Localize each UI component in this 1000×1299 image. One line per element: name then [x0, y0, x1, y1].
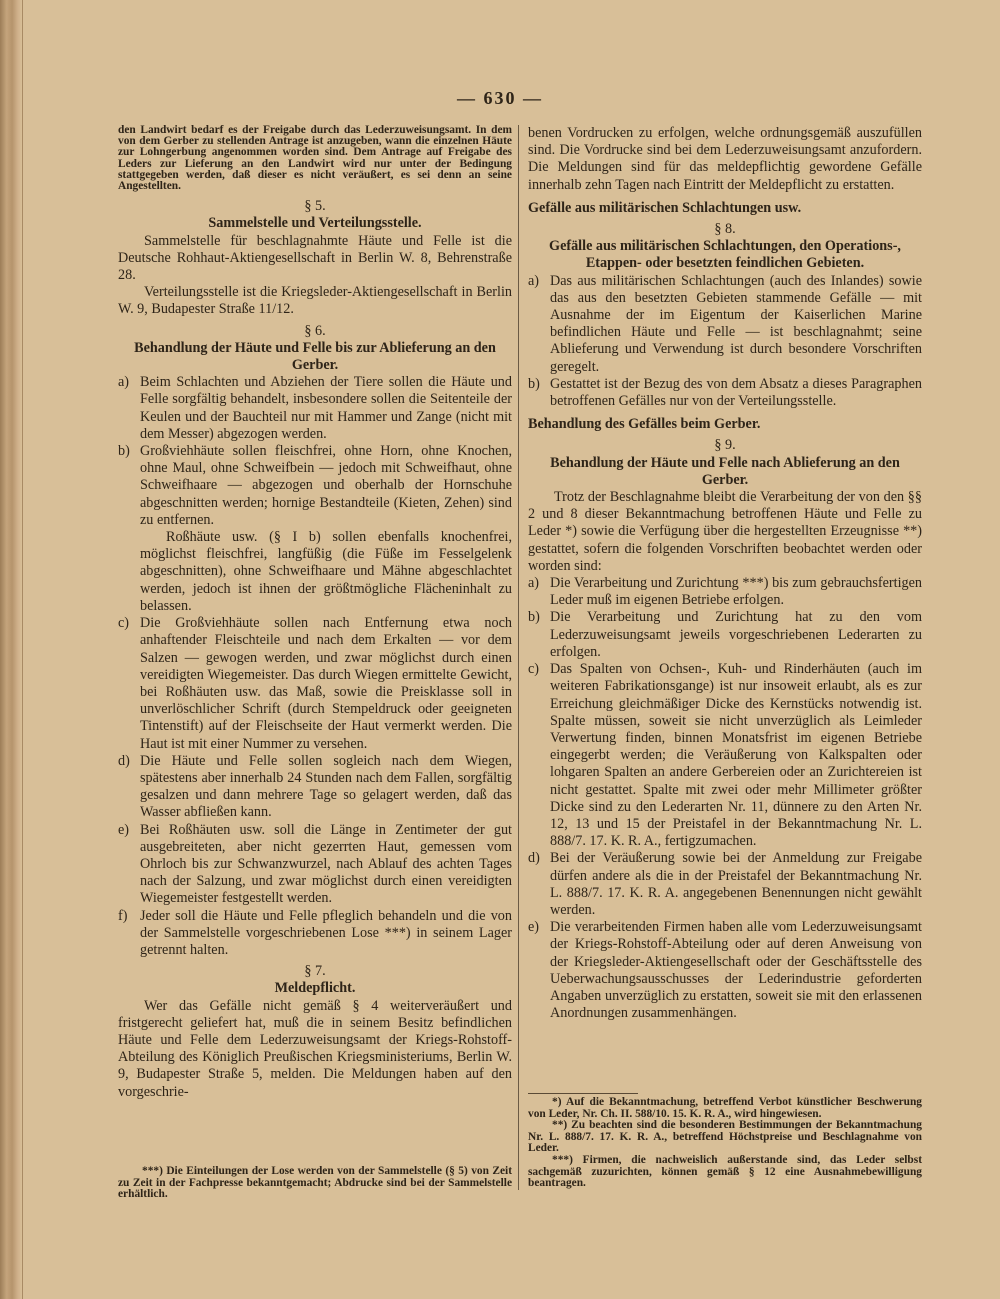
list-item: [528, 575, 922, 609]
right-footnotes: [528, 1093, 922, 1190]
footnote: *) Auf die Bekanntmachung, betreffend Verbot künstlicher Beschwerung von Leder, Nr. Ch. II. 588/10. 15. K. R. A., wird hingewiesen.: [528, 1096, 922, 1120]
footnote-rule: [528, 1093, 638, 1094]
item-label: a): [528, 575, 540, 592]
list-item: [118, 615, 512, 753]
item-label: e): [118, 821, 130, 838]
left-footnotes: [118, 1166, 512, 1201]
item-text: Die Verarbeitung und Zurichtung hat zu den vom Lederzuweisungsamt jeweils vorgeschriebenen Lederarten zu erfolgen.: [550, 609, 922, 660]
item-text: Roßhäute usw. (§ I b) sollen ebenfalls knochenfrei, möglichst fleischfrei, langfüßig (die Füße im Fesselgelenk abgeschnitten), ohne Schweifhaare und Mähne abgeschlachtet werden, jedoch ist ihnen der größtmögliche Flächeninhalt zu belassen.: [140, 529, 512, 614]
list-item: [118, 908, 512, 960]
list-item: [118, 374, 512, 443]
item-label: f): [118, 907, 128, 924]
item-label: b): [528, 375, 540, 392]
item-text: Gestattet ist der Bezug des von dem Absatz a dieses Paragraphen betroffenen Gefälles nur von der Verteilungsstelle.: [550, 375, 922, 410]
paragraph: benen Vordrucken zu erfolgen, welche ordnungsgemäß auszufüllen sind. Die Vordrucke sind bei dem Lederzuweisungsamt anzufordern. Die Meldungen sind für das meldepflichtig gewordene Gefälle innerhalb zehn Tagen nach Eintritt der Meldepflicht zu erstatten.: [528, 125, 922, 193]
paragraph: Trotz der Beschlagnahme bleibt die Verarbeitung der von den §§ 2 und 8 dieser Bekanntmachung betroffenen Häute und Felle zu Leder *) sowie die Verfügung über die hergestellten Erzeugnisse **) gestattet, sofern die folgenden Vorschriften beobachtet werden oder worden sind:: [528, 489, 922, 574]
item-text: Bei der Veräußerung sowie bei der Anmeldung zur Freigabe dürfen andere als die in der Preistafel der Bekanntmachung Nr. L. 888/7. 17. K. R. A. angegebenen Benennungen nicht gewählt werden.: [550, 850, 922, 918]
right-column: [528, 125, 922, 1022]
list-item: [118, 529, 512, 615]
item-label: c): [528, 661, 540, 678]
subheading: Gefälle aus militärischen Schlachtungen usw.: [528, 199, 802, 216]
list-item: [118, 822, 512, 908]
section-number: § 9.: [714, 437, 736, 454]
subheading: Behandlung des Gefälles beim Gerber.: [528, 416, 761, 433]
item-text: Die Verarbeitung und Zurichtung ***) bis zum gebrauchsfertigen Leder muß im eigenen Betriebe erfolgen.: [550, 575, 922, 609]
section-heading: Sammelstelle und Verteilungsstelle.: [208, 215, 422, 232]
section-number: § 7.: [304, 963, 326, 980]
item-text: Die Häute und Felle sollen sogleich nach dem Wiegen, spätestens aber innerhalb 24 Stunden nach dem Fallen, sorgfältig gesalzen und dann mehrere Tage so gelagert werden, daß das Wasser abfließen kann.: [140, 752, 512, 821]
paragraph: Wer das Gefälle nicht gemäß § 4 weiterveräußert und fristgerecht geliefert hat, muß die in seinem Besitz befindlichen Häute und Felle dem Lederzuweisungsamt der Kriegs-Rohstoff-Abteilung des Königlich Preußischen Kriegsministeriums, Berlin W. 9, Budapester Straße 5, melden. Die Meldungen haben auf den vorgeschrie-: [118, 997, 512, 1100]
item-text: Jeder soll die Häute und Felle pfleglich behandeln und die von der Sammelstelle vorgeschriebenen Lose ***) in seinem Lager getrennt halten.: [140, 907, 512, 958]
list-item: [528, 919, 922, 1022]
item-text: Das Spalten von Ochsen-, Kuh- und Rinderhäuten (auch im weiteren Fabrikationsgange) ist nur insoweit erlaubt, als es zur Erreichung gleichmäßiger Dicke des Kernstücks notwendig ist. Spalte müssen, soweit sie nicht unverzüglich als Leimleder Verwertung finden, binnen Monatsfrist im eigenen Betriebe eingegerbt werden; die Veräußerung von Kalkspalten oder lohgaren Spalten an andere Gerbereien oder an Zurichtereien ist nicht gestattet. Spalte mit zwei oder mehr Millimeter größter Dicke sind zu den Lederarten Nr. 11, dünnere zu den Arten Nr. 12, 13 und 15 der Preistafel in der Bekanntmachung Nr. L. 888/7. 17. K. R. A., fertigzumachen.: [550, 661, 922, 850]
footnote: ***) Die Einteilungen der Lose werden von der Sammelstelle (§ 5) von Zeit zu Zeit in der Fachpresse bekanntgemacht; Abdrucke sind bei der Sammelstelle erhältlich.: [118, 1165, 512, 1201]
page-number: — 630 —: [457, 88, 543, 108]
continued-footnote-text: den Landwirt bedarf es der Freigabe durch das Lederzuweisungsamt. In dem von dem Gerber zu stellenden Antrage ist anzugeben, wann die einzelnen Häute zur Lohngerbung angenommen worden sind. Dem Antrage auf Freigabe des Leders zur Lieferung an den Landwirt wird nur unter der Bedingung stattgegeben werden, daß dieser es nicht veräußert, es sei denn an seine Angestellten.: [118, 124, 512, 193]
section-number: § 8.: [714, 221, 736, 238]
section-heading: Gefälle aus militärischen Schlachtungen, den Operations-, Etappen- oder besetzten feindlichen Gebieten.: [549, 238, 901, 272]
list-item: [528, 661, 922, 850]
page-edge-shadow: [0, 0, 22, 1299]
item-text: Beim Schlachten und Abziehen der Tiere sollen die Häute und Felle sorgfältig behandelt, insbesondere sollen die Seitenteile der Keulen und der Bauchteil nur mit Hammer und Zange (nicht mit dem Messer) abgezogen werden.: [140, 374, 512, 442]
item-label: [118, 529, 140, 615]
item-label: b): [528, 609, 540, 626]
section-heading: Behandlung der Häute und Felle nach Ablieferung an den Gerber.: [550, 454, 900, 488]
list-item: [528, 376, 922, 410]
item-label: e): [528, 919, 540, 936]
section-number: § 5.: [304, 198, 326, 215]
list-item: [528, 850, 922, 919]
left-column: [118, 125, 512, 1101]
item-label: b): [118, 443, 130, 460]
list-item: [528, 609, 922, 661]
item-label: a): [118, 374, 130, 391]
page-edge-line: [22, 0, 23, 1299]
list-item: [118, 443, 512, 529]
item-label: a): [528, 272, 540, 289]
footnote: **) Zu beachten sind die besonderen Bestimmungen der Bekanntmachung Nr. L. 888/7. 17. K. R. A., betreffend Höchstpreise und Beschlagnahme von Leder.: [528, 1119, 922, 1155]
item-text: Das aus militärischen Schlachtungen (auch des Inlandes) sowie das aus den besetzten Gebieten stammende Gefälle — mit Ausnahme der im Eigentum der Kaiserlichen Marine befindlichen Häute und Felle — ist beschlagnahmt; seine Ablieferung und Verwendung ist durch besondere Vorschriften geregelt.: [550, 272, 922, 375]
paragraph: Sammelstelle für beschlagnahmte Häute und Felle ist die Deutsche Rohhaut-Aktiengesellschaft in Berlin W. 8, Behrenstraße 28.: [118, 232, 512, 284]
item-label: d): [528, 850, 540, 867]
item-text: Die verarbeitenden Firmen haben alle vom Lederzuweisungsamt der Kriegs-Rohstoff-Abteilung oder auf deren Anweisung von der Kriegsleder-Aktiengesellschaft oder der Geschäftsstelle des Ueberwachungsausschusses der Lederindustrie geforderten Angaben unverzüglich zu erstatten, soweit sie mit den erlassenen Anordnungen zusammenhängen.: [550, 919, 922, 1022]
item-label: d): [118, 752, 130, 769]
list-item: [118, 753, 512, 822]
paragraph: Verteilungsstelle ist die Kriegsleder-Aktiengesellschaft in Berlin W. 9, Budapester Straße 11/12.: [118, 284, 512, 318]
item-text: Die Großviehhäute sollen nach Entfernung etwa noch anhaftender Fleischteile und nach dem Erkalten — vor dem Salzen — gewogen werden, und zwar möglichst durch einen vereidigten Wiegemeister. Das durch Wiegen ermittelte Gewicht, bei Roßhäuten usw. das Maß, sowie die Preisklasse soll in unverlöschlicher Schrift (durch Stempeldruck oder geeigneten Tintenstift) auf der Fleischseite der Haut vermerkt werden. Die Haut ist mit einer Nummer zu versehen.: [140, 615, 512, 752]
column-divider: [518, 125, 519, 1190]
section-number: § 6.: [304, 322, 326, 339]
item-label: c): [118, 615, 130, 632]
list-item: [528, 273, 922, 376]
footnote: ***) Firmen, die nachweislich außerstande sind, das Leder selbst sachgemäß zuzurichten, können gemäß § 12 eine Ausnahmebewilligung beantragen.: [528, 1153, 922, 1190]
section-heading: Meldepflicht.: [274, 980, 356, 997]
item-text: Großviehhäute sollen fleischfrei, ohne Horn, ohne Knochen, ohne Maul, ohne Schweifbein — jedoch mit Schweifhaut, ohne Schweifhaare — abgezogen und oberhalb der Hornschuhe abgeschnitten werden; hornige Bestandteile (Kieten, Zehen) sind zu entfernen.: [140, 443, 512, 528]
section-heading: Behandlung der Häute und Felle bis zur Ablieferung an den Gerber.: [134, 339, 496, 374]
item-text: Bei Roßhäuten usw. soll die Länge in Zentimeter der gut ausgebreiteten, aber nicht gezerrten Haut, gemessen vom Ohrloch bis zur Schwanzwurzel, nach Ablauf des achten Tages nach der Salzung, und zwar möglichst durch einen vereidigten Wiegemeister festgestellt werden.: [140, 821, 512, 907]
